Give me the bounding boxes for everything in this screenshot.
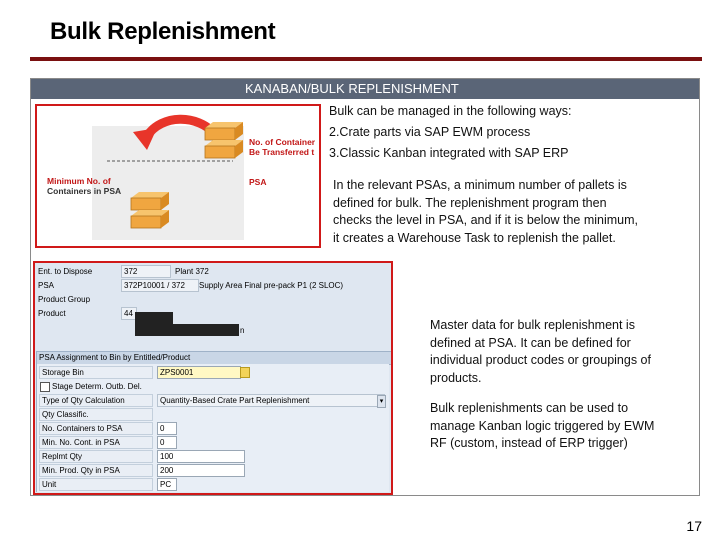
slide-title: Bulk Replenishment bbox=[50, 18, 276, 45]
min-containers-label-line: Containers in PSA bbox=[47, 186, 122, 196]
psa-description: Supply Area Final pre-pack P1 (2 SLOC) bbox=[199, 281, 344, 290]
psa-paragraph-line: it creates a Warehouse Task to replenish the pallet. bbox=[333, 230, 616, 245]
field-label: No. Containers to PSA bbox=[39, 422, 153, 435]
product-description-suffix: n bbox=[240, 326, 245, 335]
form-row-psa bbox=[35, 279, 391, 292]
field-label: Type of Qty Calculation bbox=[39, 394, 153, 407]
stage-determ-checkbox[interactable] bbox=[40, 382, 50, 392]
field-label: PSA bbox=[38, 281, 55, 290]
min-containers-label-line: Minimum No. of bbox=[47, 176, 111, 186]
field-label: Product Group bbox=[38, 295, 91, 304]
no-containers-input[interactable]: 0 bbox=[157, 422, 177, 435]
entitled-description: Plant 372 bbox=[175, 267, 209, 276]
entitled-field[interactable]: 372 bbox=[121, 265, 171, 278]
min-containers-label bbox=[47, 176, 121, 196]
search-help-icon[interactable] bbox=[240, 367, 250, 378]
psa-label: PSA bbox=[249, 177, 267, 187]
qty-calculation-select[interactable]: Quantity-Based Crate Part Replenishment bbox=[157, 394, 385, 407]
product-field[interactable]: 44 bbox=[121, 307, 137, 320]
section-band bbox=[31, 79, 699, 99]
form-row-replmt-qty bbox=[37, 450, 387, 463]
psa-illustration bbox=[35, 104, 321, 248]
psa-field[interactable]: 372P10001 / 372 bbox=[121, 279, 199, 292]
form-row-unit bbox=[37, 478, 387, 491]
intro-line-1: Bulk can be managed in the following ways: bbox=[329, 104, 572, 118]
unit-input[interactable]: PC bbox=[157, 478, 177, 491]
form-row-qty-classific bbox=[37, 408, 387, 421]
form-row-stage-determ bbox=[37, 380, 387, 393]
field-label: Replmt Qty bbox=[39, 450, 153, 463]
master-data-line: Master data for bulk replenishment is bbox=[430, 318, 635, 332]
kanban-line: Bulk replenishments can be used to bbox=[430, 401, 629, 415]
dropdown-arrow-icon[interactable]: ▾ bbox=[377, 395, 386, 408]
form-row-min-containers bbox=[37, 436, 387, 449]
master-data-line: individual product codes or groupings of bbox=[430, 353, 651, 367]
form-row-entitled bbox=[35, 265, 391, 278]
storage-bin-input[interactable]: ZPS0001 bbox=[157, 366, 241, 379]
title-rule bbox=[30, 57, 702, 61]
psa-paragraph-line: defined for bulk. The replenishment program then bbox=[333, 195, 607, 210]
min-containers-input[interactable]: 0 bbox=[157, 436, 177, 449]
field-label: Product bbox=[38, 309, 66, 318]
intro-line-3: 3.Classic Kanban integrated with SAP ERP bbox=[329, 146, 569, 160]
replmt-qty-input[interactable]: 100 bbox=[157, 450, 245, 463]
form-row-min-prod-qty bbox=[37, 464, 387, 477]
psa-assignment-group-title: PSA Assignment to Bin by Entitled/Product bbox=[36, 351, 392, 365]
psa-paragraph-line: checks the level in PSA, and if it is below the minimum, bbox=[333, 213, 638, 227]
field-label: Unit bbox=[39, 478, 153, 491]
form-row-no-containers bbox=[37, 422, 387, 435]
intro-text bbox=[329, 102, 572, 163]
field-label: Storage Bin bbox=[39, 366, 153, 379]
form-row-product bbox=[35, 307, 391, 320]
psa-paragraph-line: In the relevant PSAs, a minimum number of pallets is bbox=[333, 178, 627, 192]
kanban-line: manage Kanban logic triggered by EWM bbox=[430, 418, 655, 433]
field-label: Min. Prod. Qty in PSA bbox=[39, 464, 153, 477]
field-label: Ent. to Dispose bbox=[38, 267, 93, 276]
checkbox-label: Stage Determ. Outb. Del. bbox=[52, 382, 142, 391]
master-data-line: defined at PSA. It can be defined for bbox=[430, 335, 631, 350]
form-row-product-group bbox=[35, 293, 391, 306]
redacted-block bbox=[135, 324, 239, 336]
redacted-block bbox=[135, 312, 173, 324]
form-row-qty-calc bbox=[37, 394, 387, 407]
min-prod-qty-input[interactable]: 200 bbox=[157, 464, 245, 477]
kanban-line: RF (custom, instead of ERP trigger) bbox=[430, 436, 628, 450]
sap-psa-form bbox=[33, 261, 393, 495]
crate-stack-top-icon bbox=[205, 122, 243, 158]
field-label: Min. No. Cont. in PSA bbox=[39, 436, 153, 449]
crate-stack-bottom-icon bbox=[131, 192, 169, 228]
arrowhead-icon bbox=[133, 128, 157, 150]
containers-transfer-label-line: Be Transferred t bbox=[249, 147, 315, 157]
psa-paragraph bbox=[333, 177, 638, 247]
section-band-title: KANABAN/BULK REPLENISHMENT bbox=[245, 81, 459, 96]
page-number: 17 bbox=[686, 518, 702, 534]
intro-line-2: 2.Crate parts via SAP EWM process bbox=[329, 125, 531, 139]
master-data-line: products. bbox=[430, 370, 482, 385]
kanban-paragraph bbox=[430, 400, 654, 453]
containers-transfer-label bbox=[249, 137, 317, 157]
master-data-paragraph bbox=[430, 317, 651, 387]
psa-assignment-group bbox=[36, 364, 389, 492]
field-label: Qty Classific. bbox=[39, 408, 153, 421]
form-row-storage-bin bbox=[37, 366, 387, 379]
containers-transfer-label-line: No. of Container bbox=[249, 137, 316, 147]
